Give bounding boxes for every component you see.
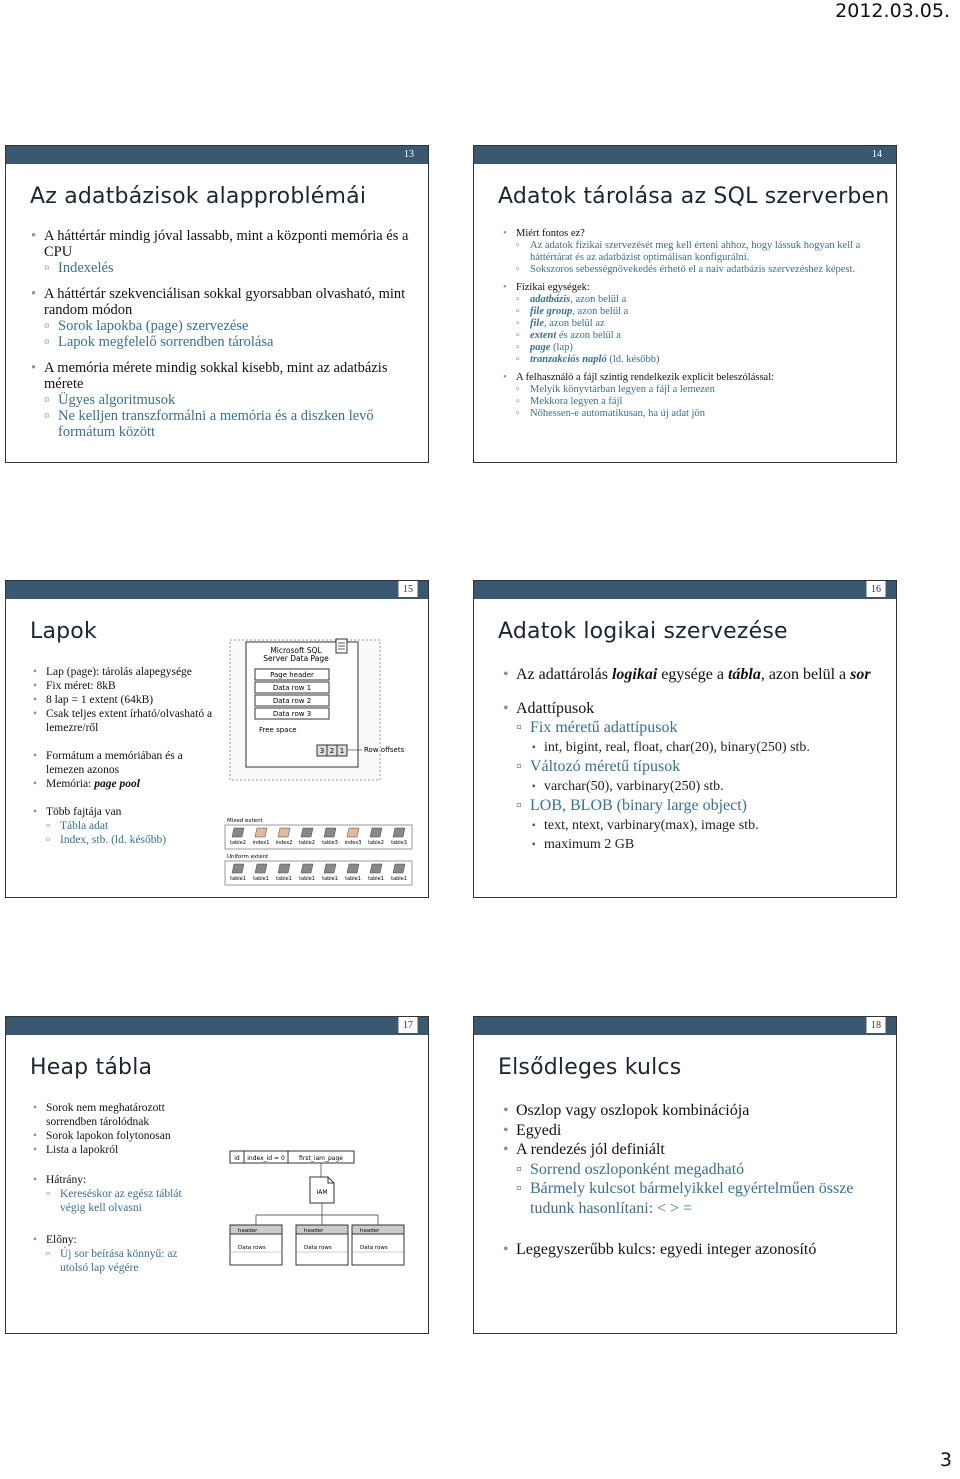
list-item: • Több fajtája van <box>30 805 215 819</box>
list-item: • Fix méret: 8kB <box>30 679 215 693</box>
extent-page-icon <box>347 828 359 837</box>
list-item: • Sorok lapokon folytonosan <box>30 1129 205 1143</box>
heap-id-label: id <box>234 1155 240 1162</box>
extent-page-icon <box>393 864 405 873</box>
extent-page-icon <box>347 864 359 873</box>
iam-label: IAM <box>316 1189 328 1196</box>
extent-page-label: table1 <box>230 876 246 882</box>
mixed-extent-label: Mixed extent <box>227 818 263 824</box>
slide-number: 14 <box>872 149 882 160</box>
list-item: • A memória mérete mindig sokkal kisebb, mint az adatbázis mérete <box>28 360 413 392</box>
heap-index-id-label: index_id = 0 <box>247 1155 285 1162</box>
extent-page-label: table1 <box>276 876 292 882</box>
list-item: ▫ Nőhessen-e automatikusan, ha új adat jön <box>500 408 868 420</box>
list-item: ▫ Sorrend oszloponként megadható <box>500 1160 890 1180</box>
extent-page-label: table2 <box>368 840 384 846</box>
list-item: • Csak teljes extent írható/olvasható a lemezre/ről <box>30 707 215 735</box>
uniform-extent-pages <box>230 864 407 882</box>
slide-topbar <box>6 581 428 599</box>
extent-page-icon <box>232 828 244 837</box>
list-item: • Sorok nem meghatározott sorrendben tárolódnak <box>30 1101 205 1129</box>
extent-page-label: table1 <box>391 876 407 882</box>
slide-15 <box>5 580 429 898</box>
list-item: • Lap (page): tárolás alapegysége <box>30 665 215 679</box>
list-item: ▫ adatbázis, azon belül a <box>500 294 868 306</box>
extent-page-icon <box>370 828 382 837</box>
list-item: ▫ Új sor beírása könnyű: az utolsó lap végére <box>30 1247 205 1275</box>
slide-17 <box>5 1016 429 1334</box>
page-number: 3 <box>939 1449 952 1471</box>
extent-page-label: table1 <box>368 876 384 882</box>
bullet-list <box>500 228 868 420</box>
list-item: ▫ file, azon belül az <box>500 318 868 330</box>
row-offset: 2 <box>329 747 335 755</box>
extent-page-label: table3 <box>391 840 407 846</box>
list-item: ▫ extent és azon belül a <box>500 330 868 342</box>
list-item: ▫ Ne kelljen transzformálni a memória és a diszken levő formátum között <box>28 408 413 440</box>
heap-svg <box>226 1147 426 1282</box>
extent-page-icon <box>232 864 244 873</box>
extent-page-label: index1 <box>252 840 270 846</box>
slide-14 <box>473 145 897 463</box>
page-icon <box>336 639 347 653</box>
extent-page-label: table1 <box>253 876 269 882</box>
slide-title: Az adatbázisok alapproblémái <box>30 184 367 209</box>
slide-topbar <box>6 146 428 164</box>
slide-18 <box>473 1016 897 1334</box>
list-item: ▫ LOB, BLOB (binary large object) <box>500 796 880 816</box>
svg-text:header: header <box>360 1228 380 1234</box>
extent-page-label: table1 <box>299 876 315 882</box>
list-item: ▫ Melyik könyvtárban legyen a fájl a lemezen <box>500 384 868 396</box>
extent-page-label: index2 <box>275 840 293 846</box>
slide-number: 13 <box>404 149 414 160</box>
list-item: ▪ int, bigint, real, float, char(20), binary(250) stb. <box>500 738 880 758</box>
data-row-label: Data row 3 <box>272 710 312 718</box>
heap-diagram <box>226 1147 426 1282</box>
page-title-line: Microsoft SQL <box>270 646 322 655</box>
extent-page-icon <box>278 864 290 873</box>
bullet-list <box>30 1101 205 1275</box>
extent-page-label: table2 <box>299 840 315 846</box>
list-item: • A háttértár mindig jóval lassabb, mint a központi memória és a CPU <box>28 228 413 260</box>
list-item: • A felhasználó a fájl szintig rendelkezik explicit beleszólással: <box>500 372 868 384</box>
slide-title: Adatok logikai szervezése <box>498 619 788 644</box>
heap-data-page <box>296 1225 348 1265</box>
extent-page-icon <box>278 828 290 837</box>
svg-text:header: header <box>304 1228 324 1234</box>
slide-topbar <box>474 1017 896 1035</box>
extent-page-icon <box>301 864 313 873</box>
list-item: • Formátum a memóriában és a lemezen azonos <box>30 749 215 777</box>
list-item: ▪ varchar(50), varbinary(250) stb. <box>500 777 880 797</box>
row-offset: 3 <box>319 747 325 755</box>
list-item: • Legegyszerűbb kulcs: egyedi integer azonosító <box>500 1240 890 1260</box>
list-item: • Oszlop vagy oszlopok kombinációja <box>500 1101 890 1121</box>
slide-title: Adatok tárolása az SQL szerverben <box>498 184 890 209</box>
extent-page-icon <box>255 828 267 837</box>
list-item: ▫ file group, azon belül a <box>500 306 868 318</box>
extent-page-label: table1 <box>345 876 361 882</box>
list-item: • Előny: <box>30 1233 205 1247</box>
list-item: ▫ Fix méretű adattípusok <box>500 718 880 738</box>
list-item: ▫ Kereséskor az egész táblát végig kell olvasni <box>30 1187 205 1215</box>
data-row-label: Data row 2 <box>272 697 312 705</box>
slide-number: 18 <box>866 1017 886 1033</box>
list-item: ▫ Az adatok fizikai szervezését meg kell érteni ahhoz, hogy lássuk hogyan kell a háttértárat és az adatbázist optimálisan konfigurálni. <box>500 240 868 264</box>
bullet-list <box>28 228 413 440</box>
extent-page-icon <box>255 864 267 873</box>
slide-title: Lapok <box>30 619 97 644</box>
svg-text:header: header <box>238 1228 258 1234</box>
extent-page-label: table3 <box>322 840 338 846</box>
slide-title: Heap tábla <box>30 1055 153 1080</box>
slide-13 <box>5 145 429 463</box>
list-item: ▫ Index, stb. (ld. később) <box>30 833 215 847</box>
list-item: ▫ Indexelés <box>28 260 413 276</box>
bullet-list <box>500 665 880 855</box>
svg-text:Data rows: Data rows <box>304 1245 332 1251</box>
list-item: • Fizikai egységek: <box>500 282 868 294</box>
slide-title: Elsődleges kulcs <box>498 1055 682 1080</box>
list-item: • Memória: page pool <box>30 777 215 791</box>
slide-topbar <box>6 1017 428 1035</box>
header-date: 2012.03.05. <box>835 0 950 22</box>
list-item: • Miért fontos ez? <box>500 228 868 240</box>
list-item: • Adattípusok <box>500 699 880 719</box>
extent-page-label: table1 <box>322 876 338 882</box>
heap-first-iam-label: first_iam_page <box>299 1155 343 1162</box>
extent-page-icon <box>370 864 382 873</box>
mixed-extent-pages <box>230 828 407 846</box>
svg-text:Data rows: Data rows <box>360 1245 388 1251</box>
row-offset: 1 <box>339 747 345 755</box>
list-item: • Az adattárolás logikai egysége a tábla, azon belül a sor <box>500 665 880 685</box>
list-item: • A háttértár szekvenciálisan sokkal gyorsabban olvasható, mint random módon <box>28 286 413 318</box>
list-item: ▫ Bármely kulcsot bármelyikkel egyértelműen össze tudunk hasonlítani: < > = <box>500 1179 890 1218</box>
data-page-svg <box>224 636 424 891</box>
list-item: ▫ Sokszoros sebességnövekedés érhető el a naiv adatbázis szervezéshez képest. <box>500 264 868 276</box>
extent-page-icon <box>393 828 405 837</box>
extent-page-icon <box>324 864 336 873</box>
slide-number: 16 <box>866 581 886 597</box>
slide-topbar <box>474 581 896 599</box>
list-item: ▫ Változó méretű típusok <box>500 757 880 777</box>
page-title-line: Server Data Page <box>263 654 329 663</box>
list-item: • Egyedi <box>500 1121 890 1141</box>
extent-page-icon <box>324 828 336 837</box>
list-item: ▫ Ügyes algoritmusok <box>28 392 413 408</box>
list-item: ▫ page (lap) <box>500 342 868 354</box>
extent-page-icon <box>301 828 313 837</box>
list-item: • 8 lap = 1 extent (64kB) <box>30 693 215 707</box>
slide-number: 15 <box>398 581 418 597</box>
extent-page-label: table2 <box>230 840 246 846</box>
list-item: ▪ maximum 2 GB <box>500 835 880 855</box>
heap-data-page <box>352 1225 404 1265</box>
slide-16 <box>473 580 897 898</box>
bullet-list <box>30 665 215 847</box>
svg-text:Data rows: Data rows <box>238 1245 266 1251</box>
uniform-extent-label: Uniform extent <box>227 854 269 860</box>
slide-topbar <box>474 146 896 164</box>
row-offsets-label: Row offsets <box>364 746 405 754</box>
list-item: ▫ tranzakciós napló (ld. később) <box>500 354 868 366</box>
extent-page-label: index3 <box>344 840 362 846</box>
heap-data-page <box>230 1225 282 1265</box>
list-item: • Lista a lapokról <box>30 1143 205 1157</box>
free-space-label: Free space <box>259 726 297 734</box>
list-item: ▫ Sorok lapokba (page) szervezése <box>28 318 413 334</box>
list-item: ▫ Tábla adat <box>30 819 215 833</box>
list-item: ▫ Mekkora legyen a fájl <box>500 396 868 408</box>
page-header-label: Page header <box>270 671 314 679</box>
data-page-diagram <box>224 636 424 891</box>
list-item: • A rendezés jól definiált <box>500 1140 890 1160</box>
slide-number: 17 <box>398 1017 418 1033</box>
list-item: ▪ text, ntext, varbinary(max), image stb. <box>500 816 880 836</box>
list-item: • Hátrány: <box>30 1173 205 1187</box>
list-item: ▫ Lapok megfelelő sorrendben tárolása <box>28 334 413 350</box>
bullet-list <box>500 1101 890 1260</box>
data-row-label: Data row 1 <box>272 684 312 692</box>
